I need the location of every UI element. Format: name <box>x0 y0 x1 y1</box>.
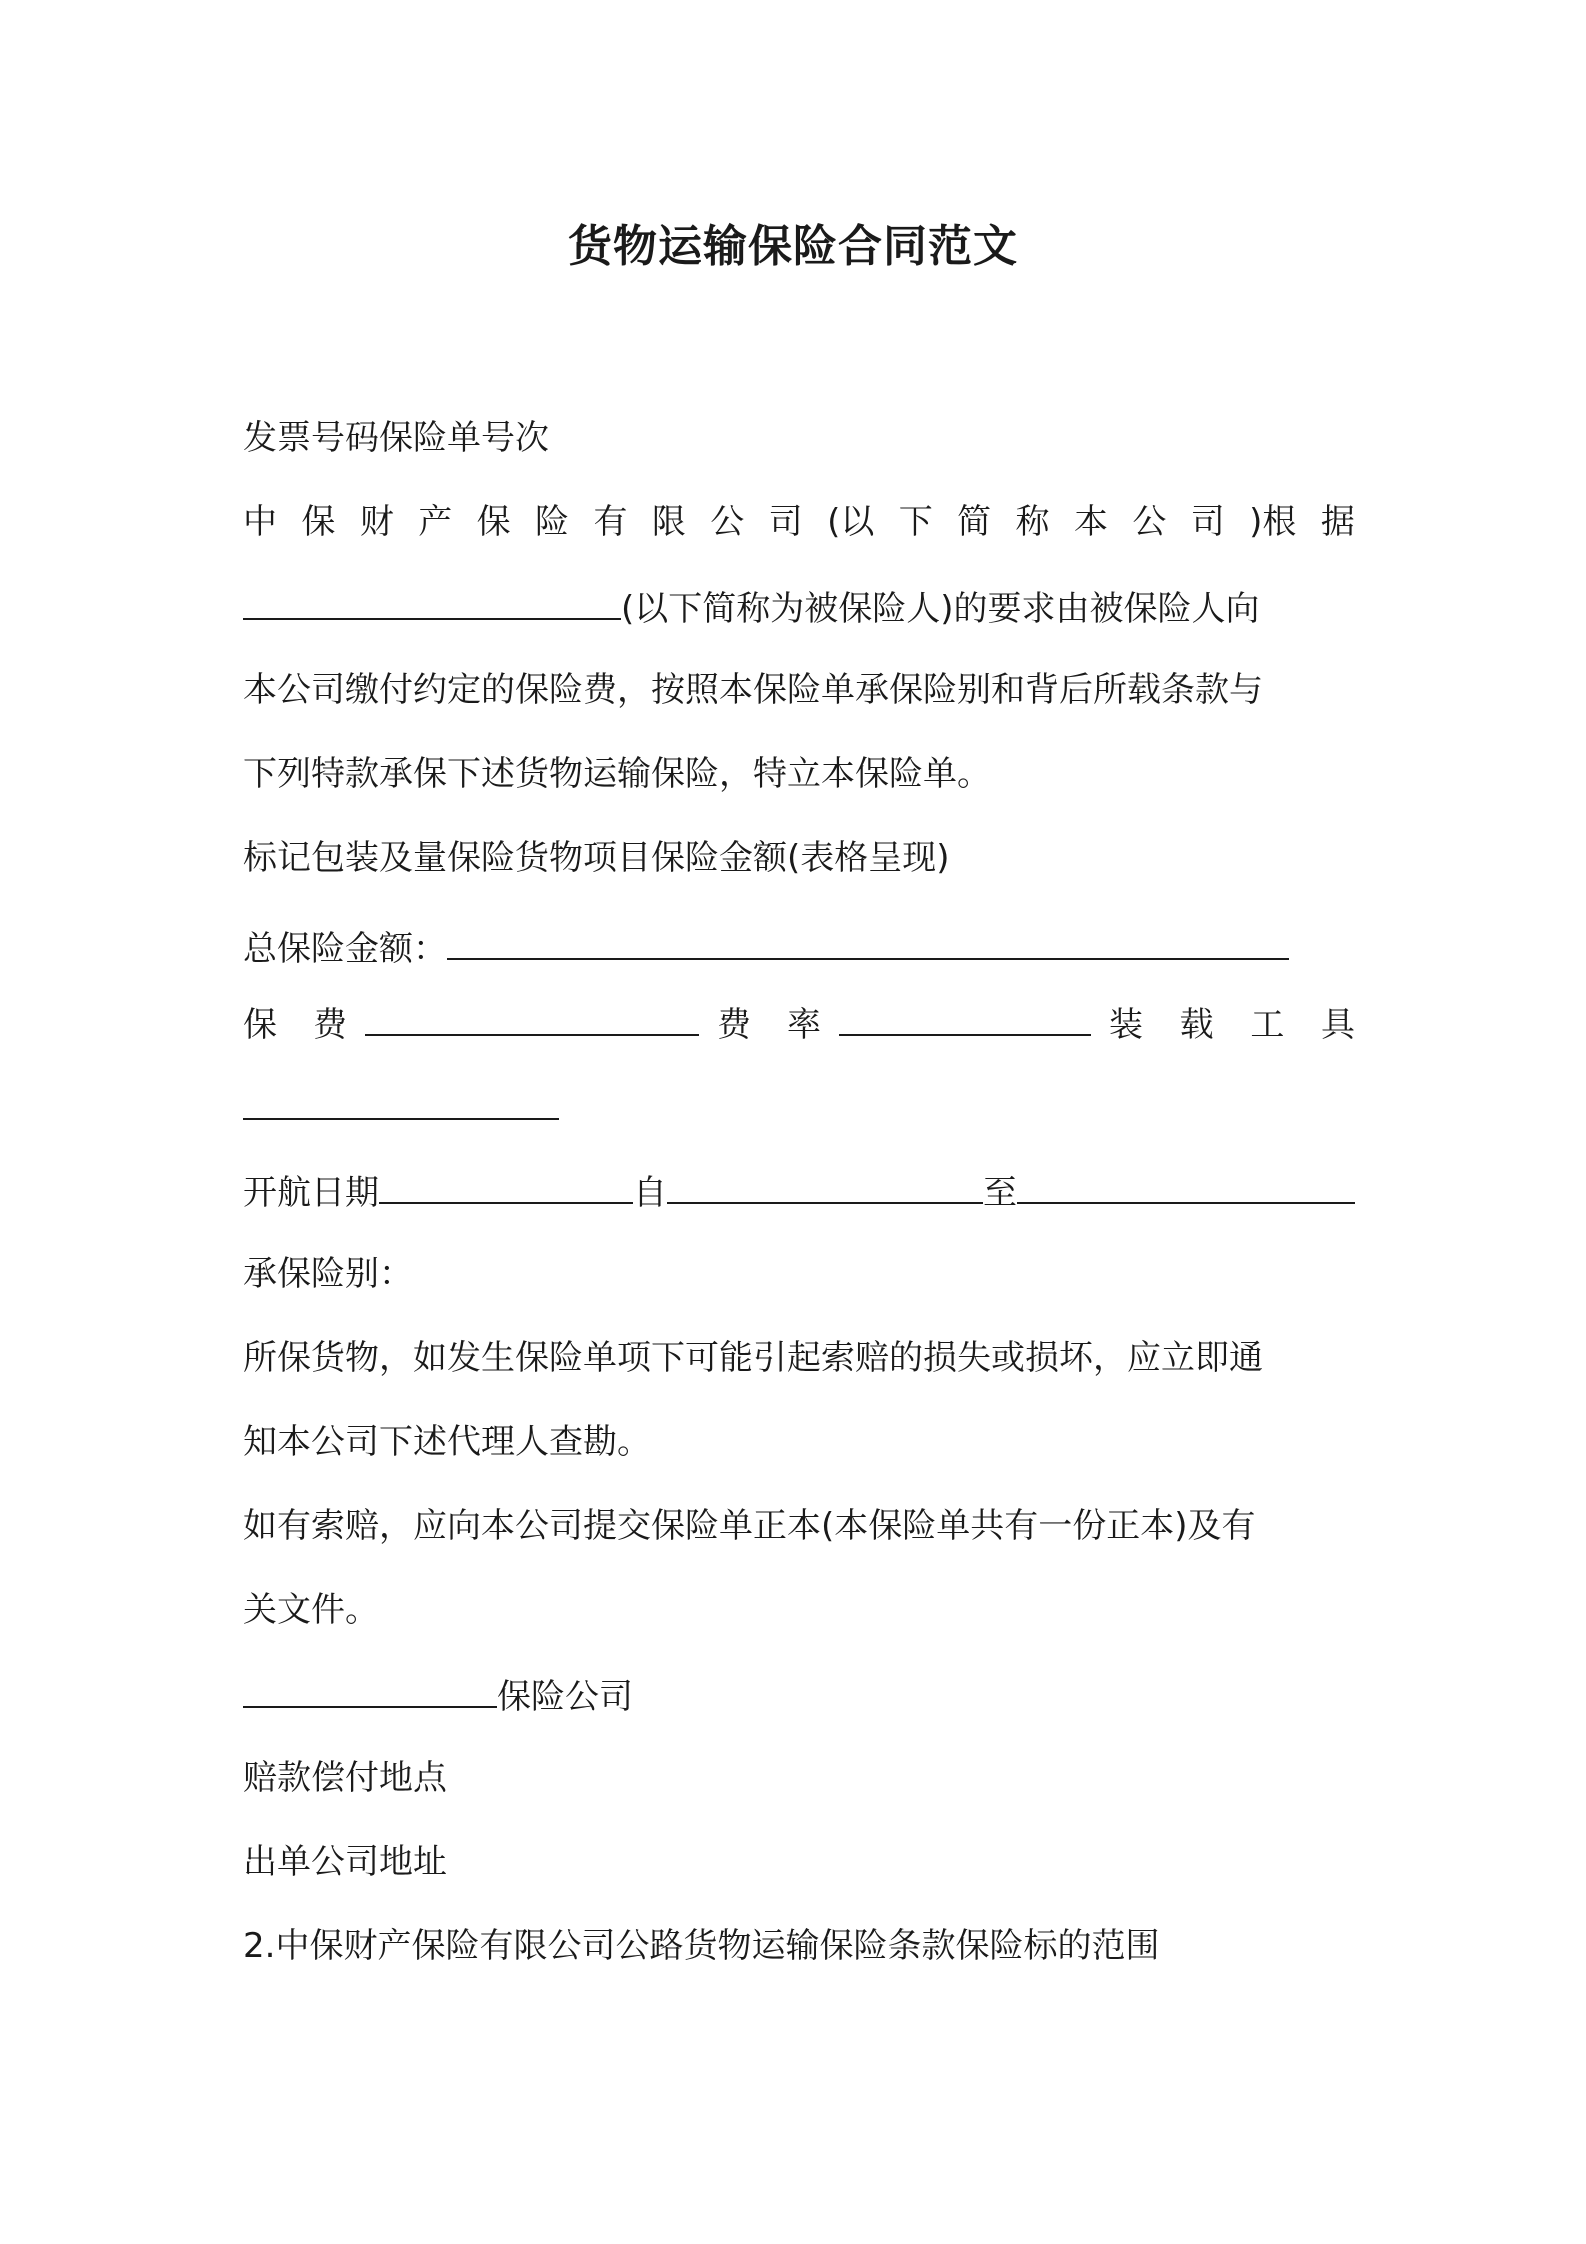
rate-label: 费 率 <box>717 1005 821 1045</box>
issuer-address-label: 出单公司地址 <box>243 1842 447 1882</box>
preamble-char: 据 <box>1320 502 1355 542</box>
preamble-char: 财 <box>359 502 394 542</box>
from-blank[interactable] <box>667 1166 983 1204</box>
notice-line-2: 知本公司下述代理人查勘。 <box>243 1422 651 1462</box>
insurer-line <box>243 1670 1355 1721</box>
insurer-name-blank[interactable] <box>243 1670 497 1708</box>
preamble-line-2-text: (以下简称为被保险人)的要求由被保险人向 <box>621 589 1260 629</box>
preamble-char: 公 <box>1132 502 1167 542</box>
preamble-char: 司 <box>768 502 803 542</box>
preamble-line-2 <box>243 582 1355 633</box>
insurer-label: 保险公司 <box>497 1677 633 1717</box>
preamble-char: 限 <box>651 502 686 542</box>
rate-blank[interactable] <box>839 998 1091 1036</box>
notice-line-1: 所保货物，如发生保险单项下可能引起索赔的损失或损坏，应立即通 <box>243 1338 1263 1378</box>
preamble-line-3: 本公司缴付约定的保险费，按照本保险单承保险别和背后所载条款与 <box>243 670 1263 710</box>
vehicle-label: 装 载 工 具 <box>1109 1005 1355 1045</box>
sailing-date-line <box>243 1166 1355 1217</box>
preamble-char: 称 <box>1015 502 1050 542</box>
preamble-char: )根 <box>1249 502 1297 542</box>
total-amount-line <box>243 922 1355 973</box>
preamble-char: 有 <box>593 502 628 542</box>
preamble-char: (以 <box>827 502 875 542</box>
total-amount-blank[interactable] <box>447 922 1289 960</box>
from-label: 自 <box>633 1173 667 1213</box>
preamble-line-4: 下列特款承保下述货物运输保险，特立本保险单。 <box>243 754 991 794</box>
preamble-char: 公 <box>710 502 745 542</box>
premium-label: 保 费 <box>243 1005 347 1045</box>
claim-line-2: 关文件。 <box>243 1590 379 1630</box>
preamble-line-1 <box>243 498 1355 546</box>
preamble-char: 司 <box>1190 502 1225 542</box>
goods-table-note: 标记包装及量保险货物项目保险金额(表格呈现) <box>243 838 950 878</box>
vehicle-blank-line <box>243 1082 1355 1133</box>
premium-rate-vehicle-line <box>243 998 1355 1049</box>
invoice-policy-line: 发票号码保险单号次 <box>243 418 549 458</box>
preamble-char: 保 <box>301 502 336 542</box>
preamble-char: 险 <box>535 502 570 542</box>
insured-name-blank[interactable] <box>243 582 621 620</box>
preamble-char: 中 <box>243 502 277 542</box>
vehicle-blank[interactable] <box>243 1082 559 1120</box>
preamble-char: 简 <box>957 502 992 542</box>
total-amount-label: 总保险金额： <box>243 929 447 969</box>
coverage-label: 承保险别： <box>243 1254 413 1294</box>
claim-line-1: 如有索赔，应向本公司提交保险单正本(本保险单共有一份正本)及有 <box>243 1506 1256 1546</box>
document-title: 货物运输保险合同范文 <box>568 221 1018 272</box>
preamble-char: 本 <box>1073 502 1108 542</box>
to-label: 至 <box>983 1173 1017 1213</box>
premium-blank[interactable] <box>365 998 699 1036</box>
preamble-char: 产 <box>418 502 453 542</box>
sailing-date-label: 开航日期 <box>243 1173 379 1213</box>
claim-place-label: 赔款偿付地点 <box>243 1758 447 1798</box>
preamble-char: 保 <box>476 502 511 542</box>
preamble-char: 下 <box>898 502 933 542</box>
section-2-heading: 2.中保财产保险有限公司公路货物运输保险条款保险标的范围 <box>243 1926 1160 1966</box>
sailing-date-blank[interactable] <box>379 1166 633 1204</box>
to-blank[interactable] <box>1017 1166 1355 1204</box>
